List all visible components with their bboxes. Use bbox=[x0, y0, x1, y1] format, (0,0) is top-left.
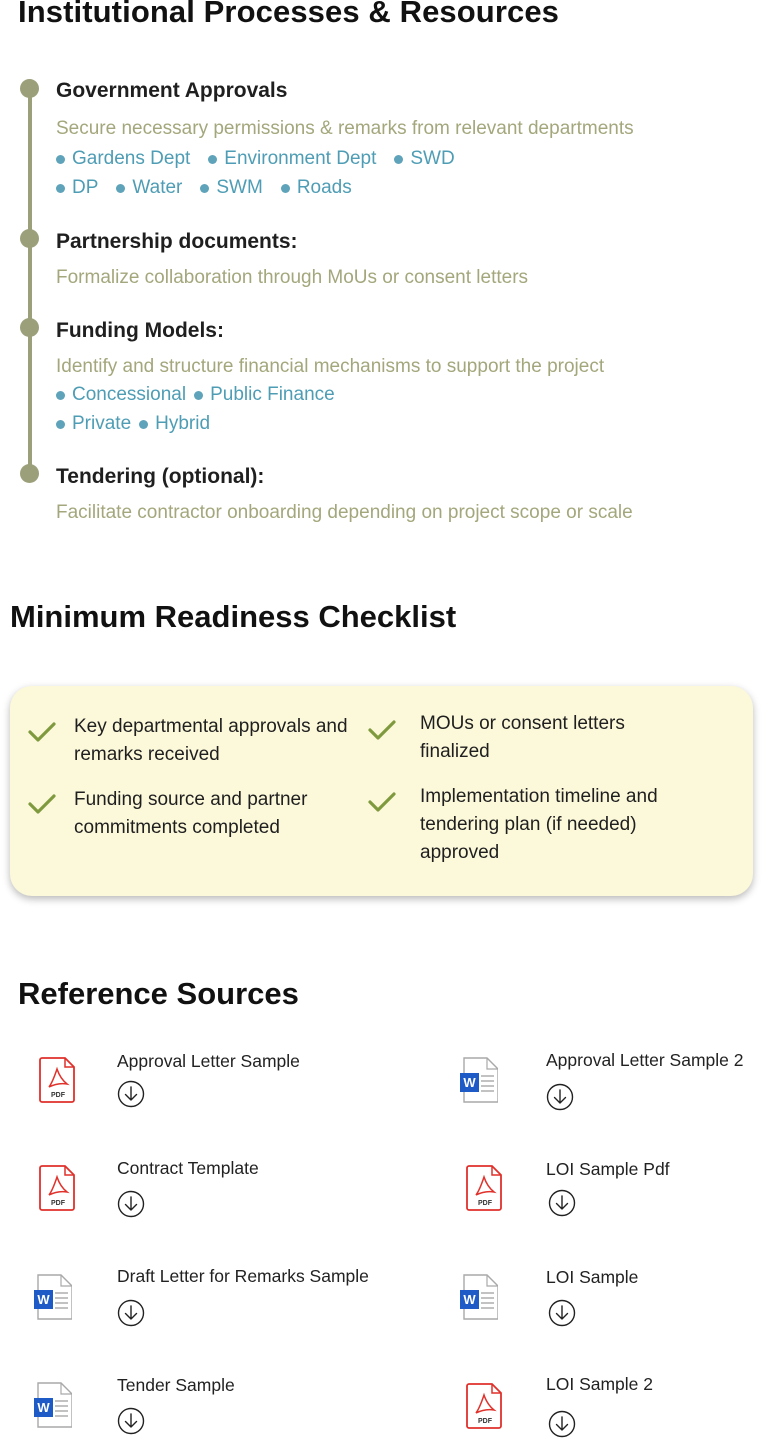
timeline-dot bbox=[20, 79, 39, 98]
pdf-icon[interactable] bbox=[465, 1382, 505, 1430]
step-title-government-approvals: Government Approvals bbox=[56, 79, 288, 102]
tag-concessional: Concessional bbox=[56, 384, 186, 406]
tag-swd: SWD bbox=[394, 148, 454, 170]
reference-label[interactable]: LOI Sample Pdf bbox=[546, 1159, 670, 1179]
svg-text:PDF: PDF bbox=[51, 1200, 65, 1207]
svg-text:W: W bbox=[463, 1292, 476, 1307]
step-title-partnership-documents: Partnership documents: bbox=[56, 230, 298, 253]
pdf-icon[interactable] bbox=[465, 1164, 505, 1212]
download-icon[interactable] bbox=[117, 1190, 145, 1218]
reference-label[interactable]: LOI Sample bbox=[546, 1267, 639, 1287]
reference-label[interactable]: Approval Letter Sample 2 bbox=[546, 1050, 744, 1070]
tag-gardens-dept: Gardens Dept bbox=[56, 148, 190, 170]
section-title-references: Reference Sources bbox=[18, 976, 299, 1011]
download-icon[interactable] bbox=[117, 1407, 145, 1435]
bullet-icon bbox=[116, 184, 125, 193]
bullet-icon bbox=[56, 155, 65, 164]
checklist-item: Key departmental approvals and remarks received bbox=[74, 716, 348, 765]
checklist-card bbox=[10, 686, 753, 896]
download-icon[interactable] bbox=[117, 1080, 145, 1108]
tag-row bbox=[56, 413, 218, 435]
checklist-item: Implementation timeline and tendering plan (if needed) approved bbox=[420, 786, 658, 863]
tag-environment-dept: Environment Dept bbox=[208, 148, 376, 170]
bullet-icon bbox=[56, 184, 65, 193]
tag-dp: DP bbox=[56, 177, 98, 199]
svg-text:PDF: PDF bbox=[51, 1092, 65, 1099]
word-icon[interactable] bbox=[32, 1381, 72, 1429]
download-icon[interactable] bbox=[117, 1299, 145, 1327]
bullet-icon bbox=[139, 420, 148, 429]
bullet-icon bbox=[56, 391, 65, 400]
checkmark-icon bbox=[368, 792, 396, 812]
step-desc-government-approvals: Secure necessary permissions & remarks from relevant departments bbox=[56, 118, 634, 139]
bullet-icon bbox=[208, 155, 217, 164]
timeline-dot bbox=[20, 464, 39, 483]
word-icon[interactable] bbox=[32, 1273, 72, 1321]
timeline-dot bbox=[20, 229, 39, 248]
svg-text:W: W bbox=[463, 1075, 476, 1090]
timeline-dot bbox=[20, 318, 39, 337]
svg-text:W: W bbox=[37, 1400, 50, 1415]
bullet-icon bbox=[281, 184, 290, 193]
svg-text:PDF: PDF bbox=[478, 1418, 492, 1425]
tag-public-finance: Public Finance bbox=[194, 384, 335, 406]
bullet-icon bbox=[394, 155, 403, 164]
tag-private: Private bbox=[56, 413, 131, 435]
svg-text:PDF: PDF bbox=[478, 1200, 492, 1207]
bullet-icon bbox=[194, 391, 203, 400]
reference-label[interactable]: LOI Sample 2 bbox=[546, 1374, 653, 1394]
bullet-icon bbox=[200, 184, 209, 193]
checkmark-icon bbox=[28, 794, 56, 814]
checklist-item: Funding source and partner commitments completed bbox=[74, 789, 308, 838]
reference-label[interactable]: Tender Sample bbox=[117, 1375, 235, 1395]
download-icon[interactable] bbox=[546, 1083, 574, 1111]
timeline-line bbox=[28, 90, 32, 475]
step-desc-funding-models: Identify and structure financial mechanisms to support the project bbox=[56, 356, 605, 377]
tag-hybrid: Hybrid bbox=[139, 413, 210, 435]
pdf-icon[interactable] bbox=[38, 1164, 78, 1212]
step-desc-partnership-documents: Formalize collaboration through MoUs or consent letters bbox=[56, 267, 529, 288]
reference-label[interactable]: Approval Letter Sample bbox=[117, 1051, 300, 1071]
section-title-checklist: Minimum Readiness Checklist bbox=[10, 599, 457, 634]
download-icon[interactable] bbox=[548, 1189, 576, 1217]
pdf-icon[interactable] bbox=[38, 1056, 78, 1104]
section-title-institutional: Institutional Processes & Resources bbox=[18, 0, 560, 29]
checklist-item: MOUs or consent letters finalized bbox=[420, 713, 625, 762]
step-title-tendering: Tendering (optional): bbox=[56, 465, 265, 488]
download-icon[interactable] bbox=[548, 1410, 576, 1438]
word-icon[interactable] bbox=[458, 1056, 498, 1104]
bullet-icon bbox=[56, 420, 65, 429]
step-title-funding-models: Funding Models: bbox=[56, 319, 224, 342]
step-desc-tendering: Facilitate contractor onboarding depending on project scope or scale bbox=[56, 502, 633, 523]
tag-swm: SWM bbox=[200, 177, 262, 199]
word-icon[interactable] bbox=[458, 1273, 498, 1321]
tag-row bbox=[56, 177, 370, 199]
svg-text:W: W bbox=[37, 1292, 50, 1307]
tag-roads: Roads bbox=[281, 177, 352, 199]
tag-row bbox=[56, 384, 343, 406]
checkmark-icon bbox=[368, 720, 396, 740]
tag-water: Water bbox=[116, 177, 182, 199]
tag-row bbox=[56, 148, 473, 170]
reference-label[interactable]: Draft Letter for Remarks Sample bbox=[117, 1266, 369, 1286]
checkmark-icon bbox=[28, 722, 56, 742]
reference-label[interactable]: Contract Template bbox=[117, 1158, 259, 1178]
download-icon[interactable] bbox=[548, 1299, 576, 1327]
